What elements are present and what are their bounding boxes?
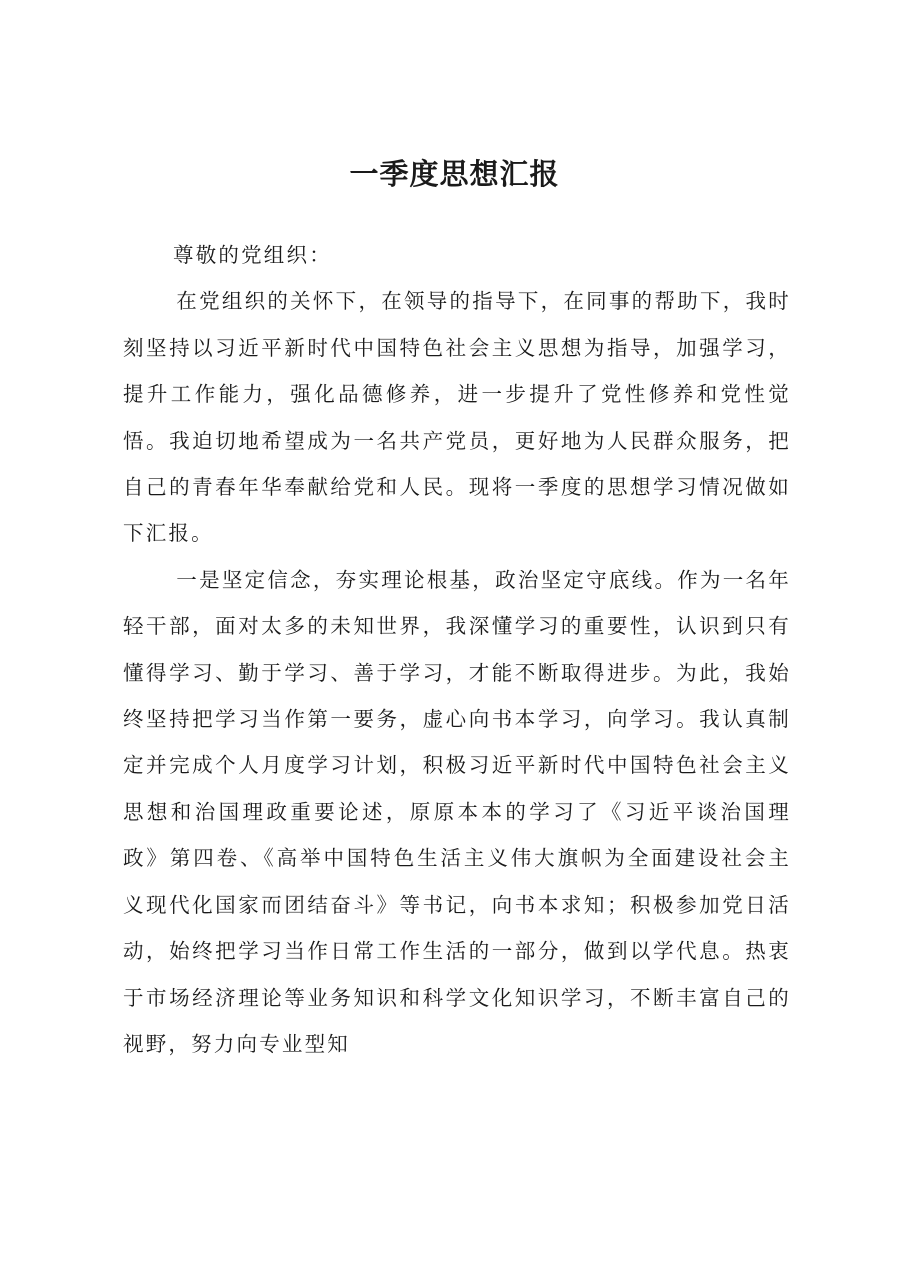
paragraph-study: 一是坚定信念，夯实理论根基，政治坚定守底线。作为一名年轻干部，面对太多的未知世界，我深懂学习的重要性，认识到只有懂得学习、勤于学习、善于学习，才能不断取得进步。为此，我始终坚持把学习当作第一要务，虚心向书本学习，向学习。我认真制定并完成个人月度学习计划，积极习近平新时代中国特色社会主义思想和治国理政重要论述，原原本本的学习了《习近平谈治国理政》第四卷、《高举中国特色生活主义伟大旗帜为全面建设社会主义现代化国家而团结奋斗》等书记，向书本求知；积极参加党日活动，始终把学习当作日常工作生活的一部分，做到以学代息。热衷于市场经济理论等业务知识和科学文化知识学习，不断丰富自己的视野，努力向专业型知 xyxy=(123,567,791,1056)
document-body xyxy=(123,232,791,1067)
paragraph-intro: 在党组织的关怀下，在领导的指导下，在同事的帮助下，我时刻坚持以习近平新时代中国特色社会主义思想为指导，加强学习，提升工作能力，强化品德修养，进一步提升了党性修养和党性觉悟。我迫切地希望成为一名共产党员，更好地为人民群众服务，把自己的青春年华奉献给党和人民。现将一季度的思想学习情况做如下汇报。 xyxy=(123,289,791,546)
document-title: 一季度思想汇报 xyxy=(349,157,560,191)
salutation: 尊敬的党组织： xyxy=(173,243,332,267)
